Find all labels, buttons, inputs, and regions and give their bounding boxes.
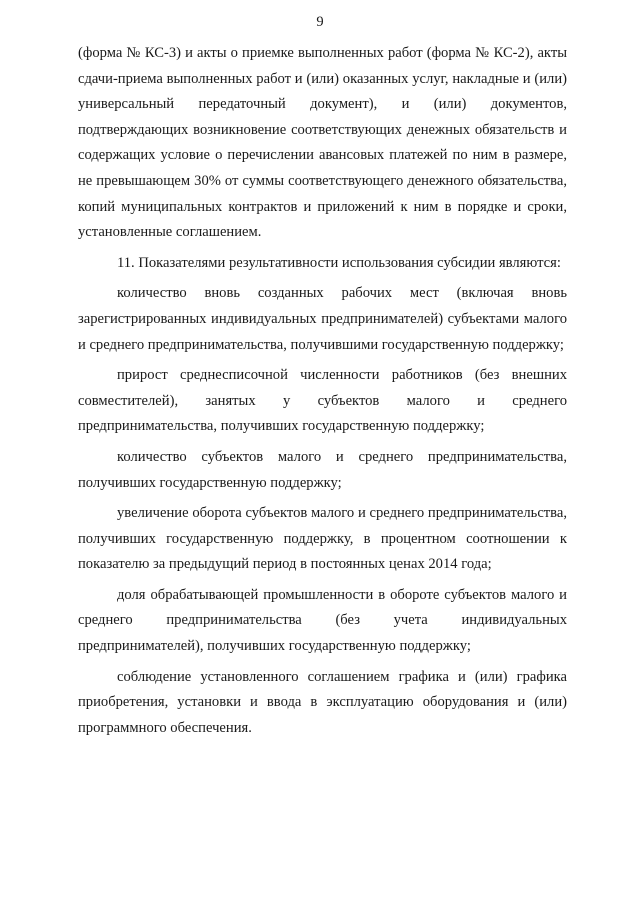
document-body [78,41,567,741]
paragraph-indicator-headcount-growth: прирост среднесписочной численности работников (без внешних совместителей), занятых у субъектов малого и среднего предпринимательства, получивших государственную поддержку; [78,367,567,435]
paragraph-indicator-sme-count: количество субъектов малого и среднего предпринимательства, получивших государственную поддержку; [78,448,567,491]
paragraph-continuation: (форма № КС-3) и акты о приемке выполненных работ (форма № КС-2), акты сдачи-приема выполненных работ и (или) оказанных услуг, накладные и (или) универсальный передаточный документ), и (или) документов, подтверждающих возникновение соответствующих денежных обязательств и содержащих условие о перечислении авансовых платежей по ним в размере, не превышающем 30% от суммы соответствующего денежного обязательства, копий муниципальных контрактов и приложений к ним в порядке и сроки, установленные соглашением. [78,45,567,241]
paragraph-indicator-turnover-growth: увеличение оборота субъектов малого и среднего предпринимательства, получивших государственную поддержку, в процентном соотношении к показателю за предыдущий период в постоянных ценах 2014 года; [78,505,567,573]
page-number: 9 [316,14,324,30]
paragraph-indicator-schedule-compliance: соблюдение установленного соглашением графика и (или) графика приобретения, установки и ввода в эксплуатацию оборудования и (или) программного обеспечения. [78,668,567,736]
paragraph-indicator-manufacturing-share: доля обрабатывающей промышленности в обороте субъектов малого и среднего предпринимательства (без учета индивидуальных предпринимателей), получивших государственную поддержку; [78,586,567,655]
paragraph-item-11: 11. Показателями результативности использования субсидии являются: [117,254,561,271]
paragraph-indicator-new-jobs: количество вновь созданных рабочих мест (включая вновь зарегистрированных индивидуальных предпринимателей) субъектами малого и среднего предпринимательства, получившими государственную поддержку; [78,285,567,353]
